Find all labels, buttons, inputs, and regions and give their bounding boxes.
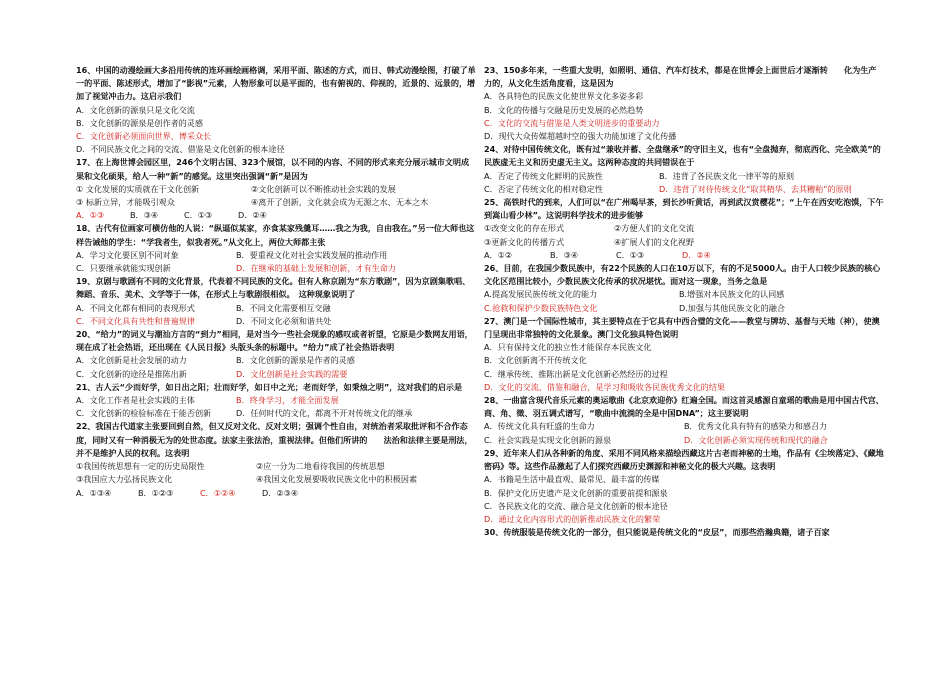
option-a: A．否定了传统文化鲜明的民族性 bbox=[484, 170, 603, 181]
question-stem: 26、目前，在我国少数民族中，有22个民族的人口在10万以下，有的不足5000人。由于人口较少民族的核心文化区范围比较小，少数民族文化传承的状况堪忧。面对这一现象，当务之急是 bbox=[484, 263, 881, 287]
question-29 bbox=[484, 447, 884, 526]
question-22 bbox=[76, 420, 476, 499]
statement-3: ③更新文化的传播方式 bbox=[484, 236, 565, 247]
option-d-answer: D．违背了对待传统文化“取其精华、去其糟粕”的原则 bbox=[659, 183, 852, 194]
option-d-answer: D．文化创新是社会实践的需要 bbox=[236, 368, 348, 379]
question-21 bbox=[76, 381, 476, 421]
option-d: D．②④ bbox=[238, 210, 267, 221]
option-a-answer: A．①③ bbox=[76, 210, 105, 221]
statement-3: ③我国应大力弘扬民族文化 bbox=[76, 474, 173, 485]
option-c: C．文化创新的检验标准在于能否创新 bbox=[76, 408, 212, 419]
statement-2: ②文化创新可以不断推动社会实践的发展 bbox=[251, 183, 396, 194]
option-a: A．不同文化都有相同的表现形式 bbox=[76, 302, 195, 313]
question-stem: 18、古代有位画家可横仿他的人说：“纵逼似某家，亦食某家残羹耳……我之为我，自由我在。”另一位大师也这样告诫他的学生：“学我者生，似我者死。”从文化上，两位大师都主张 bbox=[76, 223, 475, 247]
option-a: A．传统文化具有旺盛的生命力 bbox=[484, 421, 595, 432]
option-c-answer: C．文化创新必须面向世界、博采众长 bbox=[76, 131, 212, 142]
option-c: C．各民族文化的交流、融合是文化创新的根本途径 bbox=[484, 500, 668, 511]
option-a: A．书籍是生活中最直观、最常见、最丰富的传媒 bbox=[484, 474, 660, 485]
option-b: B．文化创新的源泉是作者的灵感 bbox=[236, 355, 355, 366]
question-stem: 22、我国古代道家主张要回到自然，但又反对文化、反对文明；强调个性自由，对统治者采取批评和不合作态度，同时又有一种消极无为的处世态度。法家主张法治，重视法律。但他们所讲的 法治和法律主要是刑法，并不是维护人民的权利。这表明 bbox=[76, 421, 473, 458]
option-d: D．不同民族文化之间的交流、借鉴是文化创新的根本途径 bbox=[76, 144, 285, 155]
option-b: B．文化创新的源泉是创作者的灵感 bbox=[76, 117, 203, 128]
option-c: C．社会实践是实现文化创新的源泉 bbox=[484, 434, 612, 445]
question-stem: 16、中国的动漫绘画大多沿用传统的连环画绘画格调，采用平面、陈述的方式，而日、韩式动漫绘图，打破了单一的平面、陈述形式，增加了“影视”元素，人物形象可以是平面的，也有俯视的、仰视的，近景的、远景的，增加了视觉冲击力。这启示我们 bbox=[76, 65, 476, 102]
statement-2: ②应一分为二地看待我国的传统思想 bbox=[256, 461, 385, 472]
option-d: D．②③④ bbox=[262, 487, 299, 498]
option-d-answer: D．②④ bbox=[682, 249, 711, 260]
option-b: B．③④ bbox=[550, 249, 579, 260]
option-d-answer: D．在继承的基础上发展和创新，才有生命力 bbox=[236, 263, 397, 274]
question-stem: 17、在上海世博会园区里，246个文明古国、323个展馆，以不同的内容、不同的形式来充分展示城市文明成果和文化硕果，给人一种“新”的感觉。这里突出强调“新”是因为 bbox=[76, 157, 470, 181]
left-column bbox=[76, 64, 476, 500]
option-a: A．文化创新是社会发展的动力 bbox=[76, 355, 187, 366]
question-18 bbox=[76, 222, 476, 275]
option-c-answer: C．①②④ bbox=[200, 487, 236, 498]
option-d-answer: D．通过文化内容形式的创新推动民族文化的繁荣 bbox=[484, 513, 661, 524]
statement-1: ①我国传统思想有一定的历史局限性 bbox=[76, 461, 205, 472]
question-stem: 20、“给力”的词义与潮汕方言的“到力”相同，是对当今一些社会现象的感叹或者祈望，它原是少数网友用语，现在成了社会热语，还出现在《人民日报》头版头条的标题中。“给力”成了社会热语表明 bbox=[76, 329, 473, 353]
option-b: B．文化创新离不开传统文化 bbox=[484, 355, 587, 366]
question-23 bbox=[484, 64, 884, 143]
option-c: C．①③ bbox=[616, 249, 645, 260]
question-26 bbox=[484, 262, 884, 315]
option-b: B．③④ bbox=[130, 210, 159, 221]
option-c-answer: C.抢救和保护少数民族特色文化 bbox=[484, 302, 598, 313]
option-a: A.提高发展民族传统文化的能力 bbox=[484, 289, 598, 300]
option-a: A．①③④ bbox=[76, 487, 112, 498]
option-c-answer: C．不同文化具有共性和普遍规律 bbox=[76, 315, 195, 326]
option-c: C．否定了传统文化的相对稳定性 bbox=[484, 183, 603, 194]
statement-1: ① 文化发展的实质就在于文化创新 bbox=[76, 183, 200, 194]
question-stem: 24、对待中国传统文化，既有过“兼收并蓄、全盘继承”的守旧主义，也有“全盘抛弃，彻底西化、完全欧美”的民族虚无主义和历史虚无主义。这两种态度的共同错误在于 bbox=[484, 144, 881, 168]
option-a: A．文化创新的源泉只是文化交流 bbox=[76, 104, 195, 115]
question-stem: 23、150多年来，一些重大发明，如照明、通信、汽车灯技术，都是在世博会上面世后才逐渐转 化为生产力的，从文化生活角度看，这是因为 bbox=[484, 65, 877, 89]
question-stem: 25、高铁时代的到来，人们可以“在广州喝早茶，到长沙听黄话，再到武汉赏樱花”；“上午在西安吃泡馍，下午到嵩山看少林”。这说明科学技术的进步能够 bbox=[484, 197, 884, 221]
option-d: D.加强与其他民族文化的融合 bbox=[679, 302, 785, 313]
question-stem: 19、京剧与歌剧有不同的文化背景，代表着不同民族的文化。但有人称京剧为“东方歌剧”，因为京剧集歌唱、舞蹈、音乐、美术、文学等于一体，在形式上与歌剧很相似。 这种现象说明了 bbox=[76, 276, 471, 300]
option-c: C．只要继承就能实现创新 bbox=[76, 263, 171, 274]
question-27 bbox=[484, 315, 884, 394]
option-d: D．不同文化必须和谐共处 bbox=[236, 315, 332, 326]
question-stem: 30、传统服装是传统文化的一部分，但只能说是传统文化的“皮层”，而那些浩瀚典籍，诸子百家 bbox=[484, 527, 830, 538]
option-b: B．文化的传播与交融是历史发展的必然趋势 bbox=[484, 104, 644, 115]
question-30 bbox=[484, 526, 884, 539]
option-b-answer: B．终身学习，才能全面发展 bbox=[236, 395, 339, 406]
question-20 bbox=[76, 328, 476, 381]
option-d-answer: D．文化创新必须实现传统和现代的融合 bbox=[684, 434, 828, 445]
option-d: D．任何时代的文化，都离不开对传统文化的继承 bbox=[236, 408, 413, 419]
question-28 bbox=[484, 394, 884, 447]
statement-1: ①改变文化的存在形式 bbox=[484, 223, 565, 234]
option-c-answer: C．文化的交流与借鉴是人类文明进步的重要动力 bbox=[484, 117, 660, 128]
option-b: B．要重视文化对社会实践发展的推动作用 bbox=[236, 249, 388, 260]
question-16 bbox=[76, 64, 476, 156]
option-b: B.增强对本民族文化的认同感 bbox=[679, 289, 785, 300]
option-a: A．学习文化要区别不同对象 bbox=[76, 249, 179, 260]
option-c: C．①③ bbox=[184, 210, 213, 221]
option-a: A．各具特色的民族文化使世界文化多姿多彩 bbox=[484, 91, 644, 102]
question-stem: 21、古人云“少而好学，如日出之阳；壮而好学，如日中之光；老而好学，如秉烛之明”，这对我们的启示是 bbox=[76, 381, 463, 392]
option-a: A．①② bbox=[484, 249, 513, 260]
question-stem: 28、一曲富含现代音乐元素的奥运歌曲《北京欢迎你》红遍全国。而这首灵感源自童瑶的歌曲是用中国古代宫、商、角、徵、羽五调式谱写，“歌曲中流淌的全是中国DNA”；这主要说明 bbox=[484, 395, 884, 419]
statement-4: ④扩展人们的文化视野 bbox=[614, 236, 695, 247]
question-17 bbox=[76, 156, 476, 222]
statement-3: ③ 标新立异，才能吸引观众 bbox=[76, 197, 175, 208]
question-24 bbox=[484, 143, 884, 196]
option-d-answer: D．文化的交流、借鉴和融合，是学习和吸收各民族优秀文化的结果 bbox=[484, 381, 725, 392]
question-stem: 29、近年来人们从各种新的角度、采用不同风格来描绘西藏这片古老而神秘的土地，作品有《尘埃落定》、《藏地密码》等。这些作品激起了人们探究西藏历史渊源和神秘文化的极大兴趣。这表明 bbox=[484, 447, 884, 472]
option-c: C．文化创新的途径是推陈出新 bbox=[76, 368, 187, 379]
question-25 bbox=[484, 196, 884, 262]
option-b: B．不同文化需要相互交融 bbox=[236, 302, 331, 313]
statement-4: ④我国文化发展要吸收民族文化中的积极因素 bbox=[256, 474, 418, 485]
option-d: D．现代大众传媒超越时空的强大功能加速了文化传播 bbox=[484, 131, 677, 142]
option-a: A．文化工作者是社会实践的主体 bbox=[76, 395, 195, 406]
question-19 bbox=[76, 275, 476, 328]
option-b: B．违背了各民族文化一律平等的原则 bbox=[659, 170, 795, 181]
right-column bbox=[484, 64, 884, 539]
option-c: C．继承传统、推陈出新是文化创新必然经历的过程 bbox=[484, 368, 668, 379]
statement-2: ②方便人们的文化交流 bbox=[614, 223, 695, 234]
option-b: B．①②③ bbox=[138, 487, 174, 498]
option-a: A．只有保持文化的独立性才能保存本民族文化 bbox=[484, 342, 652, 353]
option-b: B．优秀文化具有特有的感染力和感召力 bbox=[684, 421, 828, 432]
option-b: B．保护文化历史遗产是文化创新的重要前提和源泉 bbox=[484, 487, 668, 498]
statement-4: ④离开了创新，文化就会成为无源之水、无本之木 bbox=[251, 197, 429, 208]
question-stem: 27、澳门是一个国际性城市，其主要特点在于它具有中西合璧的文化——教堂与牌坊、基督与天地（神），使澳门呈现出非常独特的文化景象。澳门文化独具特色说明 bbox=[484, 315, 880, 340]
